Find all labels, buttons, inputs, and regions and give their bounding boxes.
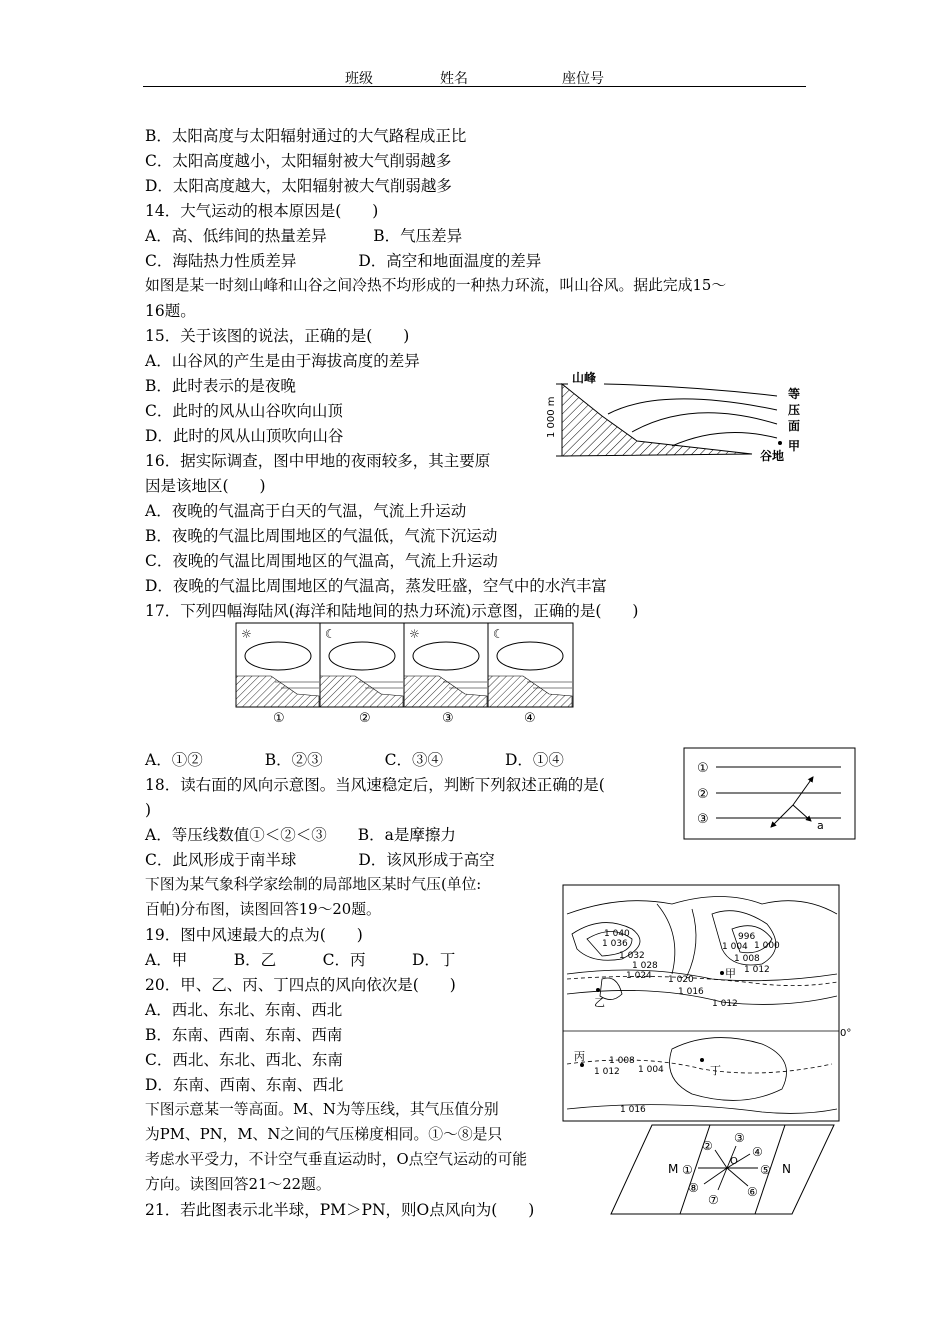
moon-icon: ☾ bbox=[493, 627, 504, 641]
text-line: C．此风形成于南半球 D．该风形成于高空 bbox=[145, 851, 495, 869]
isobar-value: 1 020 bbox=[668, 975, 694, 985]
question-16: 16．据实际调查，图中甲地的夜雨较多，其主要原 bbox=[145, 452, 491, 470]
dir-label: ⑤ bbox=[760, 1163, 771, 1177]
isobar-label: ① bbox=[697, 761, 709, 776]
text-line: 因是该地区( ) bbox=[145, 477, 266, 495]
text-line: A．夜晚的气温高于白天的气温，气流上升运动 bbox=[145, 502, 467, 520]
isobar-value: 1 000 bbox=[754, 941, 780, 951]
text-line: A．山谷风的产生是由于海拔高度的差异 bbox=[145, 352, 420, 370]
question-14: 14．大气运动的根本原因是( ) bbox=[145, 202, 379, 220]
isobar-value: 1 012 bbox=[712, 999, 738, 1009]
isobar-label: ③ bbox=[697, 812, 709, 827]
text-line: C．此时的风从山谷吹向山顶 bbox=[145, 402, 343, 420]
dir-label: ③ bbox=[734, 1131, 745, 1145]
isobar-line bbox=[604, 384, 777, 396]
isobar-value: 1 004 bbox=[638, 1065, 664, 1075]
pressure-map-figure bbox=[562, 884, 852, 1124]
text-line: A．①② B．②③ C．③④ D．①④ bbox=[145, 751, 564, 769]
text-line: C．太阳高度越小，太阳辐射被大气削弱越多 bbox=[145, 152, 452, 170]
text-line: 百帕)分布图，读图回答19～20题。 bbox=[145, 901, 381, 918]
text-line: 方向。读图回答21～22题。 bbox=[145, 1176, 331, 1193]
point-jia: 甲 bbox=[725, 967, 736, 980]
valley-wind-figure bbox=[542, 366, 812, 466]
text-line: A．西北、东北、东南、西北 bbox=[145, 1001, 343, 1019]
panel-label: ② bbox=[359, 711, 371, 726]
isobar-line bbox=[608, 399, 777, 414]
isobar-label: ② bbox=[697, 787, 709, 802]
isobar-value: 1 016 bbox=[620, 1105, 646, 1115]
wind-direction-figure bbox=[683, 747, 857, 841]
point-bing: 丙 bbox=[574, 1050, 585, 1063]
isobar-value: 1 016 bbox=[678, 987, 704, 997]
text-line: A．甲 B．乙 C．丙 D．丁 bbox=[145, 951, 456, 969]
sea-land-breeze-figure bbox=[235, 622, 577, 728]
text-line: B．此时表示的是夜晚 bbox=[145, 377, 296, 395]
question-20: 20．甲、乙、丙、丁四点的风向依次是( ) bbox=[145, 976, 456, 994]
isobar-value: 1 040 bbox=[604, 929, 630, 939]
panel-label: ③ bbox=[442, 711, 454, 726]
text-line: 下图示意某一等高面。M、N为等压线，其气压值分别 bbox=[145, 1101, 499, 1118]
sun-icon: ☼ bbox=[241, 627, 252, 641]
text-line: 为PM、PN，M、N之间的气压梯度相同。①～⑧是只 bbox=[145, 1126, 503, 1143]
text-line: C．海陆热力性质差异 D．高空和地面温度的差异 bbox=[145, 252, 542, 270]
o-label: O bbox=[730, 1156, 738, 1167]
moon-icon: ☾ bbox=[325, 627, 336, 641]
question-18: 18．读右面的风向示意图。当风速稳定后，判断下列叙述正确的是( bbox=[145, 776, 605, 794]
peak-label: 山峰 bbox=[572, 371, 597, 385]
valley-label: 谷地 bbox=[760, 449, 785, 463]
panel-4 bbox=[488, 627, 572, 707]
equator-label: 0° bbox=[840, 1028, 852, 1039]
text-line: ) bbox=[145, 801, 152, 819]
isobar-value: 1 008 bbox=[609, 1056, 635, 1066]
pressure-plane-figure bbox=[610, 1124, 835, 1216]
text-line: D．太阳高度越大，太阳辐射被大气削弱越多 bbox=[145, 177, 452, 195]
dir-label: ② bbox=[702, 1139, 713, 1153]
panel-label: ① bbox=[273, 711, 285, 726]
isobar-value: 1 012 bbox=[744, 965, 770, 975]
jia-label: 甲 bbox=[788, 439, 801, 453]
text-line: 如图是某一时刻山峰和山谷之间冷热不均形成的一种热力环流，叫山谷风。据此完成15～ bbox=[145, 277, 727, 294]
isobar-value: 1 036 bbox=[602, 939, 628, 949]
isobar-value: 1 012 bbox=[594, 1067, 620, 1077]
text-line: D．东南、西南、东南、西北 bbox=[145, 1076, 344, 1094]
jia-point bbox=[778, 441, 782, 445]
seat-label: 座位号 bbox=[562, 71, 604, 87]
height-label: 1 000 m bbox=[546, 396, 557, 438]
panel-1 bbox=[236, 627, 319, 707]
text-line: 考虑水平受力，不计空气垂直运动时，O点空气运动的可能 bbox=[145, 1151, 528, 1168]
isobar-label: 面 bbox=[788, 419, 801, 433]
dir-label: ⑦ bbox=[708, 1193, 719, 1207]
isobar-value: 996 bbox=[738, 932, 756, 942]
text-line: C．西北、东北、西北、东南 bbox=[145, 1051, 343, 1069]
m-label: M bbox=[668, 1162, 679, 1176]
isobar-line bbox=[632, 413, 777, 432]
class-label: 班级 bbox=[345, 71, 373, 87]
dir-label: ④ bbox=[752, 1145, 763, 1159]
text-line: 16题。 bbox=[145, 302, 196, 320]
question-15: 15．关于该图的说法，正确的是( ) bbox=[145, 327, 410, 345]
isobar-label: 等 bbox=[788, 387, 801, 401]
isobar-label: 压 bbox=[788, 403, 801, 417]
dir-label: ① bbox=[682, 1163, 693, 1177]
text-line: C．夜晚的气温比周围地区的气温高，气流上升运动 bbox=[145, 552, 498, 570]
question-17: 17．下列四幅海陆风(海洋和陆地间的热力环流)示意图，正确的是( ) bbox=[145, 602, 639, 620]
isobar-line bbox=[672, 433, 777, 446]
text-line: A．等压线数值①＜②＜③ B．a是摩擦力 bbox=[145, 826, 456, 844]
dir-label: ⑥ bbox=[747, 1185, 758, 1199]
name-label: 姓名 bbox=[440, 71, 468, 87]
panel-label: ④ bbox=[524, 711, 536, 726]
text-line: 下图为某气象科学家绘制的局部地区某时气压(单位: bbox=[145, 876, 482, 893]
text-line: B．太阳高度与太阳辐射通过的大气路程成正比 bbox=[145, 127, 467, 145]
text-line: A．高、低纬间的热量差异 B．气压差异 bbox=[145, 227, 463, 245]
text-line: D．夜晚的气温比周围地区的气温高，蒸发旺盛，空气中的水汽丰富 bbox=[145, 577, 607, 595]
sun-icon: ☼ bbox=[409, 627, 420, 641]
a-label: a bbox=[817, 819, 824, 832]
panel-2 bbox=[320, 627, 403, 707]
isobar-value: 1 008 bbox=[734, 954, 760, 964]
isobar-value: 1 028 bbox=[632, 961, 658, 971]
point-ding: 丁 bbox=[710, 1064, 721, 1077]
mountain-slope bbox=[562, 384, 752, 456]
question-21: 21．若此图表示北半球，PM＞PN，则O点风向为( ) bbox=[145, 1201, 535, 1219]
point-yi: 乙 bbox=[594, 996, 605, 1009]
panel-3 bbox=[404, 627, 487, 707]
text-line: B．夜晚的气温比周围地区的气温低，气流下沉运动 bbox=[145, 527, 498, 545]
dir-label: ⑧ bbox=[688, 1181, 699, 1195]
isobar-value: 1 024 bbox=[626, 971, 652, 981]
n-label: N bbox=[782, 1162, 791, 1176]
question-19: 19．图中风速最大的点为( ) bbox=[145, 926, 363, 944]
text-line: B．东南、西南、东南、西南 bbox=[145, 1026, 343, 1044]
header-rule bbox=[143, 86, 806, 87]
text-line: D．此时的风从山顶吹向山谷 bbox=[145, 427, 344, 445]
isobar-value: 1 032 bbox=[619, 951, 645, 961]
isobar-value: 1 004 bbox=[722, 942, 748, 952]
